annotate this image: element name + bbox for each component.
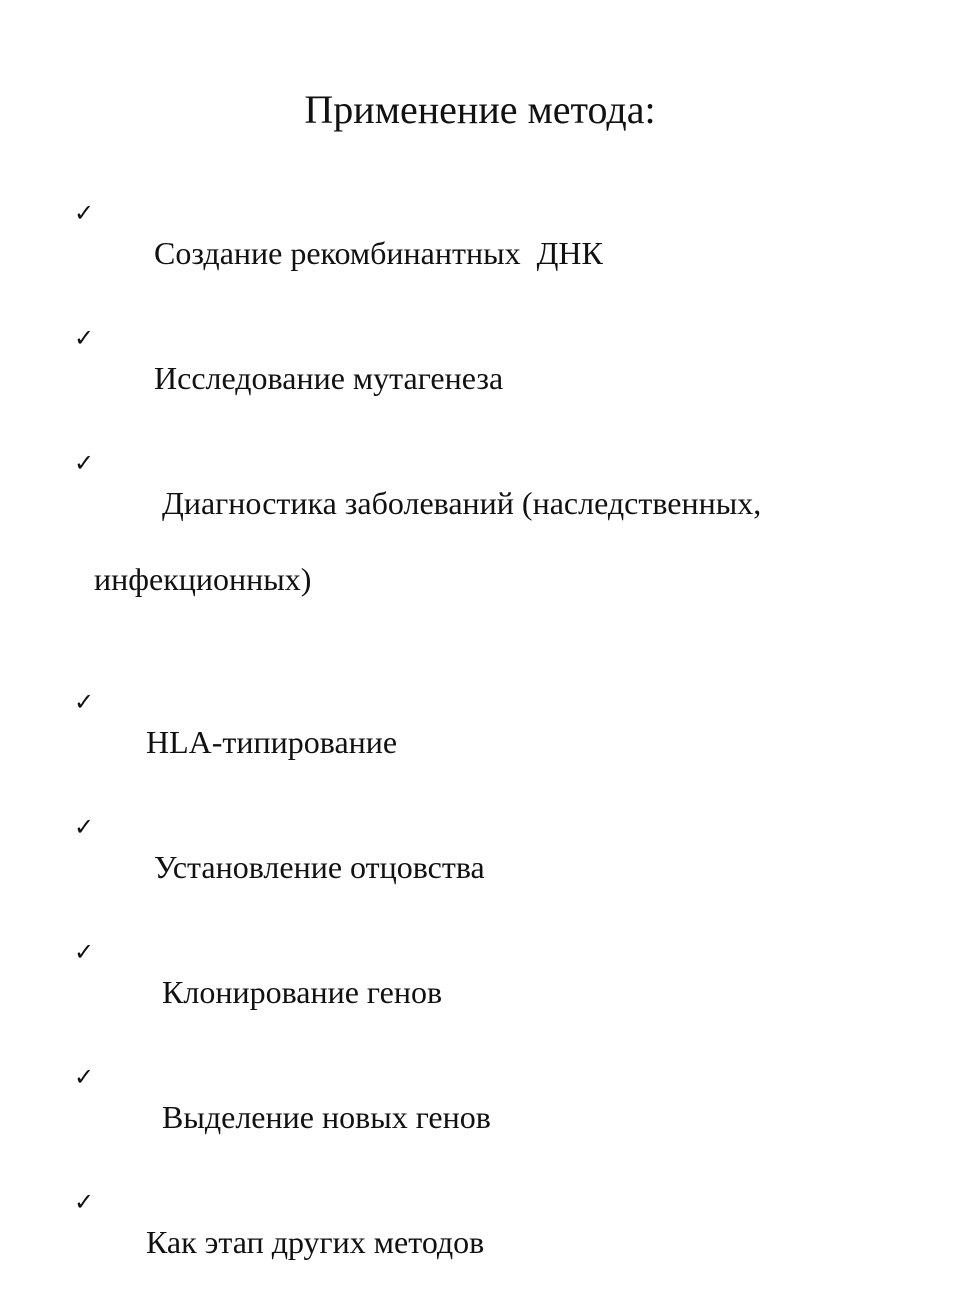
list-item-text: Установление отцовства <box>146 849 485 885</box>
list-item-text: HLA-типирование <box>146 724 398 760</box>
list-item <box>74 685 874 799</box>
checkmark-icon: ✓ <box>74 688 95 716</box>
list-item-text: Создание рекомбинантных ДНК <box>146 235 603 271</box>
checkmark-icon: ✓ <box>74 199 95 227</box>
checkmark-icon: ✓ <box>74 938 95 966</box>
list-item <box>74 196 874 310</box>
list-item <box>74 1060 874 1174</box>
list-item-text: Исследование мутагенеза <box>146 360 504 396</box>
list-item <box>74 1185 874 1299</box>
list-item <box>74 810 874 924</box>
list-item <box>74 321 874 435</box>
list-item-continuation: инфекционных) <box>94 561 312 597</box>
list-item-text: Как этап других методов <box>146 1224 485 1260</box>
checkmark-icon: ✓ <box>74 1063 95 1091</box>
list-item-text: Диагностика заболеваний (наследственных, <box>146 485 762 521</box>
checkmark-icon: ✓ <box>74 324 95 352</box>
slide-title: Применение метода: <box>304 87 656 132</box>
bullet-list <box>74 196 874 1310</box>
list-item <box>74 935 874 1049</box>
checkmark-icon: ✓ <box>74 1188 95 1216</box>
list-item-text: Выделение новых генов <box>146 1099 491 1135</box>
list-item <box>74 446 874 674</box>
checkmark-icon: ✓ <box>74 813 95 841</box>
checkmark-icon: ✓ <box>74 449 95 477</box>
list-item-text: Клонирование генов <box>146 974 443 1010</box>
